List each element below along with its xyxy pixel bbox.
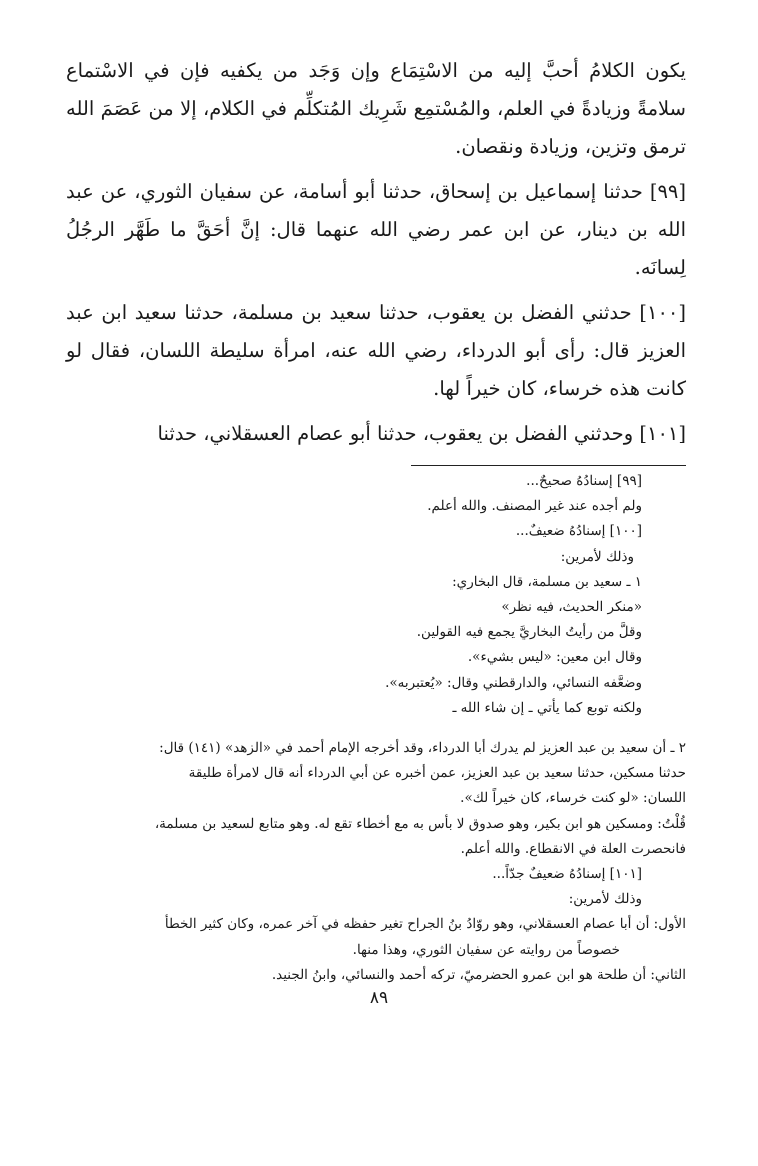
page-number: ٨٩ — [369, 988, 389, 1008]
footnotes-indented — [66, 469, 686, 721]
footnote-line: اللسان: «لو كنت خرساء، كان خيراً لك». — [460, 790, 686, 807]
footnote-line: فانحصرت العلة في الانقطاع. والله أعلم. — [460, 840, 686, 857]
footnote-line: الثاني: أن طلحة هو ابن عمرو الحضرميّ، تركه أحمد والنسائي، وابنُ الجنيد. — [271, 966, 686, 983]
footnote-line: ولكنه توبع كما يأتي ـ إن شاء الله ـ — [452, 699, 642, 716]
paragraph-continuation: يكون الكلامُ أحبَّ إليه من الاسْتِمَاع وإن وَجَد من يكفيه فإن في الاسْتماع سلامةً وزيادةً في العلم، والمُسْتمِع شَرِيك المُتكلِّم في الكلام، إلا من عَصَمَ الله ترمق وتزين، وزيادة ونقصان. — [66, 59, 686, 158]
paragraph-narration-100: [١٠٠] حدثني الفضل بن يعقوب، حدثنا سعيد بن مسلمة، حدثنا سعيد ابن عبد العزيز قال: رأى أبو الدرداء، رضي الله عنه، امرأة سليطة اللسان، فقال لو كانت هذه خرساء، كان خيراً لها. — [66, 301, 686, 400]
paragraph-narration-101: [١٠١] وحدثني الفضل بن يعقوب، حدثنا أبو عصام العسقلاني، حدثنا — [157, 422, 686, 445]
footnote-line: «منكر الحديث، فيه نظر» — [501, 599, 642, 616]
footnote-divider — [411, 465, 686, 466]
footnote-line: الأول: أن أبا عصام العسقلاني، وهو روّادُ بنُ الجراح تغير حفظه في آخر عمره، وكان كثير الخطأ — [164, 916, 686, 933]
footnote-line: وذلك لأمرين: — [568, 891, 642, 908]
footnote-line: وضعَّفه النسائي، والدارقطني وقال: «يُعتبربه». — [385, 674, 642, 691]
footnote-line: وقلَّ من رأيتُ البخاريَّ يجمع فيه القولين. — [416, 624, 642, 641]
footnote-line: ١ ـ سعيد بن مسلمة، قال البخاري: — [452, 573, 642, 590]
paragraph-narration-99: [٩٩] حدثنا إسماعيل بن إسحاق، حدثنا أبو أسامة، عن سفيان الثوري، عن عبد الله بن دينار، عن ابن عمر رضي الله عنهما قال: إنَّ أحَقَّ ما طَهَّر الرجُلُ لِسانَه. — [66, 180, 686, 279]
main-text — [66, 52, 686, 453]
footnote-line: وذلك لأمرين: — [560, 548, 634, 565]
footnote-line: [٩٩] إسنادُهُ صحيحٌ... — [526, 473, 642, 489]
footnote-line: [١٠١] إسنادُهُ ضعيفٌ جدّاً... — [492, 866, 642, 883]
footnote-line: ٢ ـ أن سعيد بن عبد العزيز لم يدرك أبا الدرداء، وقد أخرجه الإمام أحمد في «الزهد» (١٤١) قال: — [159, 740, 686, 757]
book-page — [66, 52, 686, 988]
footnote-line: وقال ابن معين: «ليس بشيء». — [467, 649, 642, 666]
footnote-line: قُلْتُ: ومسكين هو ابن بكير، وهو صدوق لا بأس به مع أخطاء تقع له. وهو متابع لسعيد بن مسلمة، — [154, 815, 686, 832]
footnote-line: ولم أجده عند غير المصنف. والله أعلم. — [427, 498, 642, 515]
footnotes-wide — [66, 736, 686, 988]
footnote-line: خصوصاً من روايته عن سفيان الثوري، وهذا منها. — [352, 941, 620, 958]
footnote-line: حدثنا مسكين، حدثنا سعيد بن عبد العزيز، عمن أخبره عن أبي الدرداء أنه قال لامرأة طليقة — [188, 765, 686, 782]
footnote-line: [١٠٠] إسنادُهُ ضعيفٌ... — [515, 523, 642, 540]
